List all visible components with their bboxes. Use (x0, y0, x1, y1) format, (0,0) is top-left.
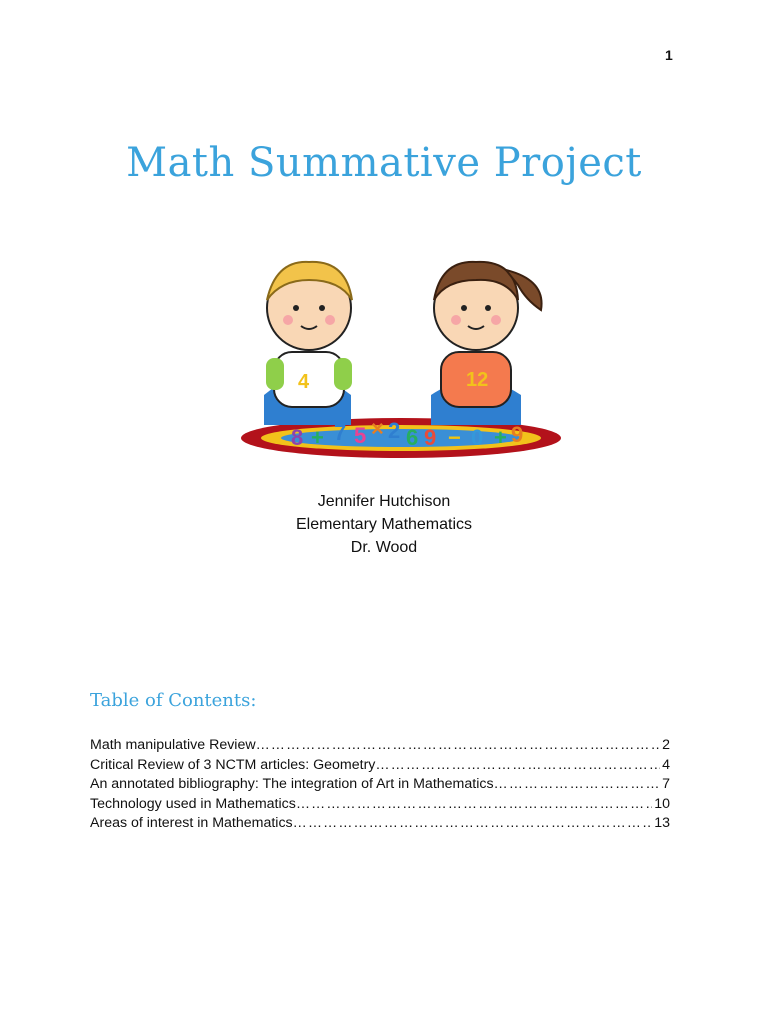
svg-text:9: 9 (424, 425, 437, 450)
toc-entry[interactable] (90, 775, 670, 795)
svg-text:×: × (371, 416, 384, 441)
toc-entry[interactable] (90, 736, 670, 756)
toc-entry-page: 13 (654, 815, 670, 832)
toc-entry-page: 10 (654, 795, 670, 812)
toc-entry-page: 7 (662, 776, 670, 793)
svg-text:4: 4 (298, 371, 310, 393)
toc-entry-label: Math manipulative Review (90, 737, 256, 753)
toc-leader-dots (256, 736, 661, 756)
instructor-name: Dr. Wood (350, 539, 418, 556)
toc-heading: Table of Contents: (90, 690, 257, 711)
toc-leader-dots (293, 814, 653, 834)
toc-leader-dots (375, 756, 660, 776)
page-title: Math Summative Project (126, 140, 642, 186)
kids-math-illustration (236, 240, 566, 470)
author-block (0, 490, 768, 559)
toc-entry[interactable] (90, 795, 670, 815)
page-number: 1 (665, 47, 673, 63)
table-of-contents (90, 736, 670, 834)
svg-text:−: − (448, 425, 461, 450)
svg-text:+: + (311, 425, 324, 450)
toc-entry-page: 2 (662, 737, 670, 753)
toc-leader-dots (494, 775, 661, 795)
svg-text:0: 0 (471, 425, 484, 450)
course-name: Elementary Mathematics (295, 516, 473, 533)
author-name: Jennifer Hutchison (317, 493, 451, 510)
toc-leader-dots (296, 795, 652, 815)
svg-text:12: 12 (466, 369, 489, 391)
toc-entry[interactable] (90, 814, 670, 834)
toc-entry-label: An annotated bibliography: The integration of Art in Mathematics (90, 776, 494, 793)
svg-text:2: 2 (388, 418, 401, 443)
svg-text:7: 7 (334, 420, 347, 445)
toc-entry[interactable] (90, 756, 670, 776)
svg-text:6: 6 (406, 425, 419, 450)
svg-text:+: + (494, 425, 507, 450)
svg-text:8: 8 (291, 425, 304, 450)
toc-entry-label: Areas of interest in Mathematics (90, 815, 293, 832)
toc-entry-label: Technology used in Mathematics (90, 795, 296, 812)
toc-entry-label: Critical Review of 3 NCTM articles: Geometry (90, 756, 376, 773)
toc-entry-page: 4 (662, 756, 670, 773)
kids-with-math-numbers-icon (236, 240, 566, 470)
svg-text:5: 5 (354, 423, 367, 448)
svg-text:9: 9 (511, 422, 524, 447)
